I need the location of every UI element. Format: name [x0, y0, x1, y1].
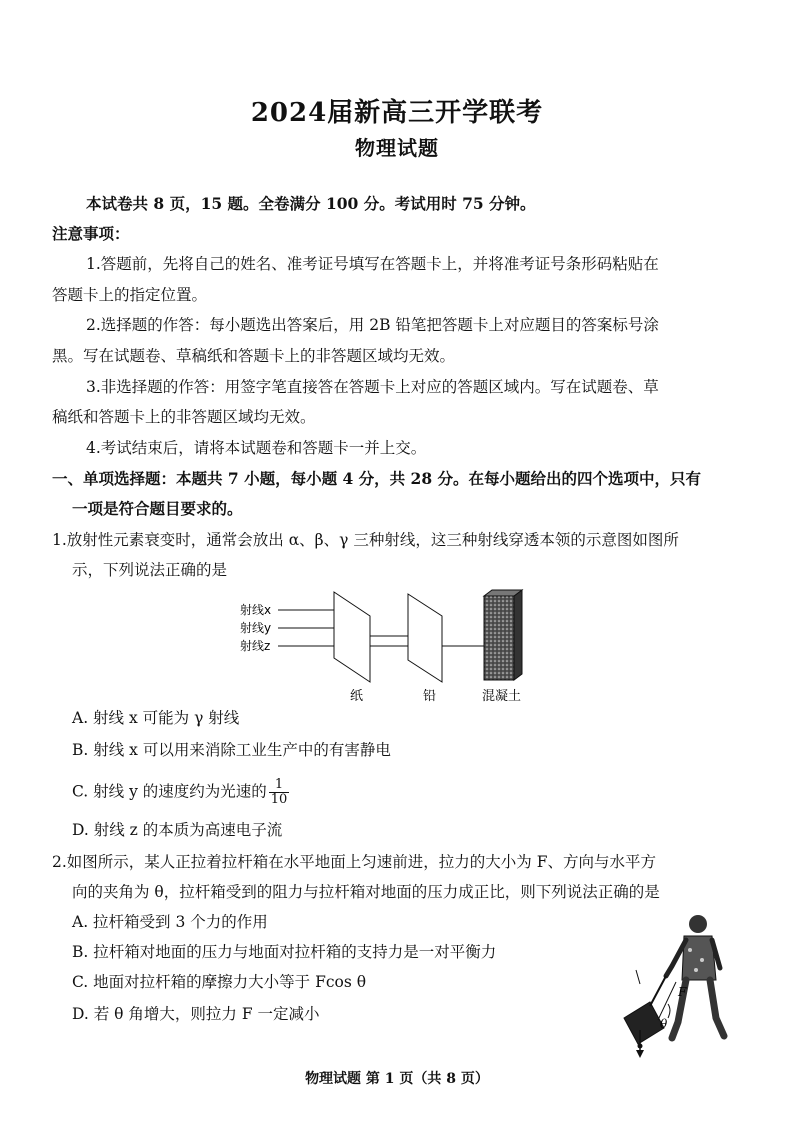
q2-figure — [620, 910, 740, 1060]
q2-stem: 2.如图所示，某人正拉着拉杆箱在水平地面上匀速前进，拉力的大小为 F、方向与水平方 — [52, 853, 656, 871]
notice-item-2-cont: 黑。写在试题卷、草稿纸和答题卡上的非答题区域均无效。 — [52, 347, 456, 365]
exam-intro: 本试卷共 8 页，15 题。全卷满分 100 分。考试用时 75 分钟。 — [86, 194, 536, 213]
q1-option-a: A. 射线 x 可能为 γ 射线 — [72, 709, 240, 727]
ray-z-label: 射线z — [240, 639, 271, 653]
section-heading-cont: 一项是符合题目要求的。 — [72, 499, 243, 518]
notice-heading: 注意事项： — [52, 224, 130, 243]
exam-subtitle: 物理试题 — [355, 136, 439, 160]
lead-plate — [408, 594, 442, 682]
notice-item-1: 1.答题前，先将自己的姓名、准考证号填写在答题卡上，并将准考证号条形码粘贴在 — [86, 255, 659, 273]
q1-stem-cont: 示，下列说法正确的是 — [72, 561, 228, 579]
notice-item-4: 4.考试结束后，请将本试题卷和答题卡一并上交。 — [86, 439, 427, 457]
q2-option-d: D. 若 θ 角增大，则拉力 F 一定减小 — [72, 1005, 320, 1023]
fraction — [269, 778, 290, 807]
paper-plate — [334, 592, 370, 682]
angle-arc — [668, 1004, 670, 1018]
q1-option-c-text: C. 射线 y 的速度约为光速的 — [72, 782, 267, 801]
q2-option-a: A. 拉杆箱受到 3 个力的作用 — [72, 913, 268, 931]
q1-option-c — [72, 778, 289, 807]
notice-item-3-cont: 稿纸和答题卡上的非答题区域均无效。 — [52, 408, 316, 426]
suitcase — [624, 976, 666, 1049]
q1-stem: 1.放射性元素衰变时，通常会放出 α、β、γ 三种射线，这三种射线穿透本领的示意图如图所 — [52, 531, 679, 549]
q2-option-c: C. 地面对拉杆箱的摩擦力大小等于 Fcos θ — [72, 973, 367, 991]
ray-x-label: 射线x — [240, 603, 272, 617]
paper-label: 纸 — [350, 689, 364, 704]
angle-theta-label: θ — [660, 1017, 668, 1031]
ray-y-label: 射线y — [240, 621, 272, 635]
lead-label: 铅 — [423, 689, 437, 704]
fraction-denominator: 10 — [270, 792, 288, 807]
notice-item-2: 2.选择题的作答：每小题选出答案后，用 2B 铅笔把答题卡上对应题目的答案标号涂 — [86, 316, 659, 334]
q2-stem-cont: 向的夹角为 θ，拉杆箱受到的阻力与拉杆箱对地面的压力成正比，则下列说法正确的是 — [72, 883, 660, 901]
exam-title: 2024届新高三开学联考 — [250, 98, 544, 128]
person-figure — [666, 915, 724, 1038]
force-f-label: F — [678, 985, 687, 999]
concrete-block — [484, 590, 522, 680]
q1-figure — [230, 588, 550, 708]
section-heading: 一、单项选择题：本题共 7 小题，每小题 4 分，共 28 分。在每小题给出的四个选项中，只有 — [52, 469, 702, 488]
q2-option-b: B. 拉杆箱对地面的压力与地面对拉杆箱的支持力是一对平衡力 — [72, 943, 497, 961]
q1-option-d: D. 射线 z 的本质为高速电子流 — [72, 821, 283, 839]
page-footer: 物理试题 第 1 页（共 8 页） — [305, 1071, 489, 1087]
notice-item-1-cont: 答题卡上的指定位置。 — [52, 286, 208, 304]
concrete-label: 混凝土 — [482, 689, 522, 704]
fraction-numerator: 1 — [269, 778, 290, 793]
q1-option-b: B. 射线 x 可以用来消除工业生产中的有害静电 — [72, 741, 391, 759]
notice-item-3: 3.非选择题的作答：用签字笔直接答在答题卡上对应的答题区域内。写在试题卷、草 — [86, 378, 659, 396]
